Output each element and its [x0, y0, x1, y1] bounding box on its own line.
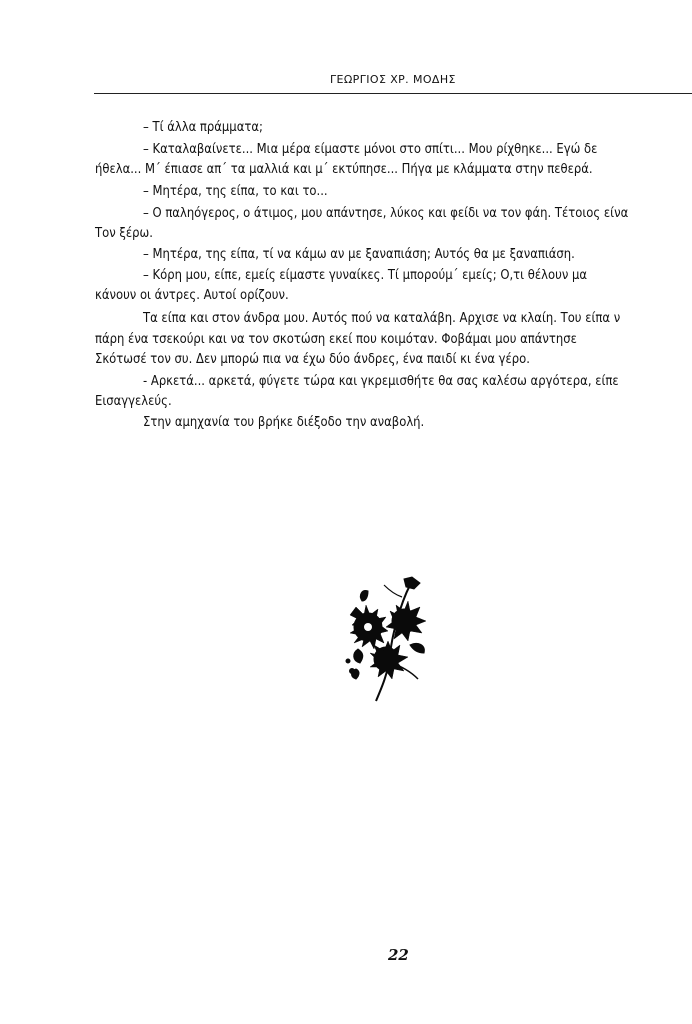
text-line: – Μητέρα, της είπα, το και το...	[143, 184, 328, 199]
text-line: – Κόρη μου, είπε, εμείς είμαστε γυναίκες. Τί μπορούμ΄ εμείς; Ο,τι θέλουν μα	[143, 268, 588, 283]
text-line: Τα είπα και στον άνδρα μου. Αυτός πού να καταλάβη. Αρχισε να κλαίη. Του είπα ν	[143, 311, 621, 326]
text-line: - Αρκετά... αρκετά, φύγετε τώρα και γκρεμισθήτε θα σας καλέσω αργότερα, είπε	[143, 374, 619, 389]
running-title: ΓΕΩΡΓΙΟΣ ΧΡ. ΜΟΔΗΣ	[330, 73, 456, 86]
header-rule	[94, 93, 692, 94]
text-line: – Τί άλλα πράμματα;	[143, 120, 263, 135]
text-line: πάρη ένα τσεκούρι και να τον σκοτώση εκεί που κοιμόταν. Φοβάμαι μου απάντησε	[95, 332, 577, 347]
text-line: – Καταλαβαίνετε... Μια μέρα είμαστε μόνοι στο σπίτι... Μου ρίχθηκε... Εγώ δε	[143, 142, 598, 157]
page-number: 22	[388, 946, 409, 964]
text-line: – Μητέρα, της είπα, τί να κάμω αν με ξαναπιάση; Αυτός θα με ξαναπιάση.	[143, 247, 575, 262]
text-line: Εισαγγελεύς.	[95, 394, 172, 409]
flower-sprig-icon	[340, 575, 440, 705]
text-line: ήθελα... Μ΄ έπιασε απ΄ τα μαλλιά και μ΄ εκτύπησε... Πήγα με κλάμματα στην πεθερά.	[95, 162, 593, 177]
text-line: – Ο παληόγερος, ο άτιμος, μου απάντησε, λύκος και φείδι να τον φάη. Τέτοιος είνα	[143, 206, 629, 221]
text-line: Στην αμηχανία του βρήκε διέξοδο την αναβολή.	[143, 415, 425, 430]
text-line: κάνουν οι άντρες. Αυτοί ορίζουν.	[95, 288, 289, 303]
text-line: Τον ξέρω.	[95, 226, 153, 241]
text-line: Σκότωσέ τον συ. Δεν μπορώ πια να έχω δύο άνδρες, ένα παιδί κι ένα γέρο.	[95, 352, 530, 367]
